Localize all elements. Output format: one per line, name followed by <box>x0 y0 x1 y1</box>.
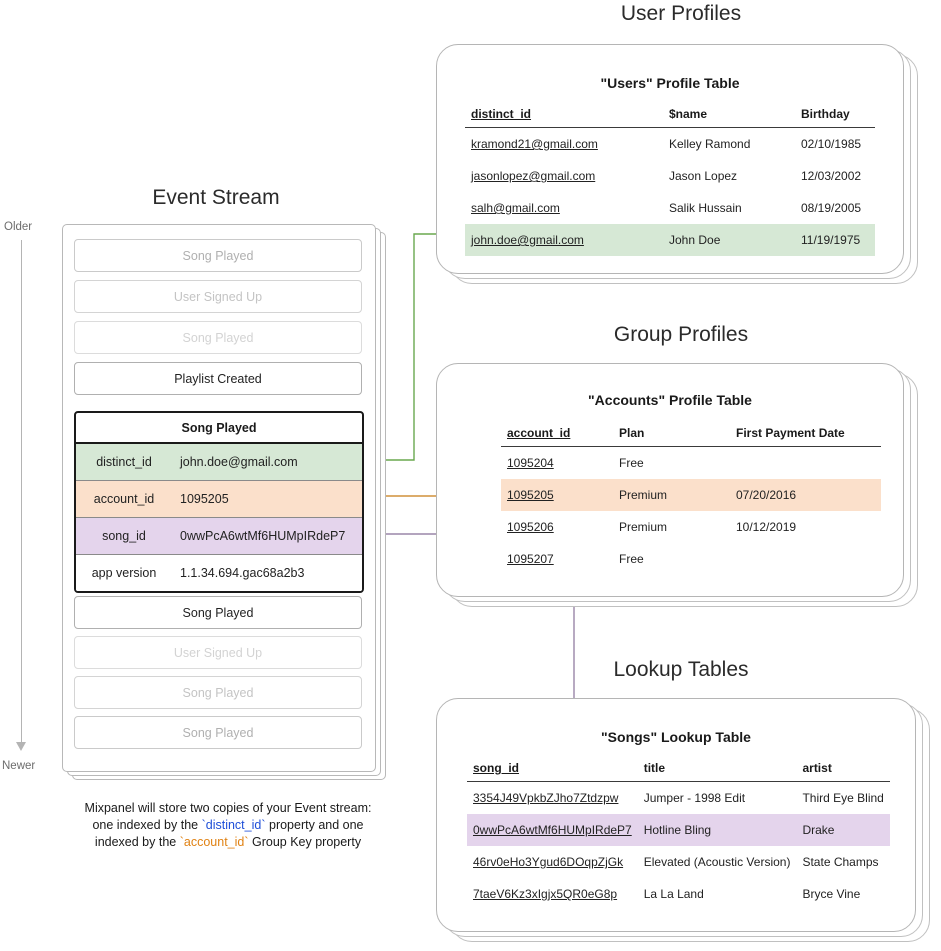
cell-account-id: 1095204 <box>507 456 554 470</box>
cell-account-id: 1095206 <box>507 520 554 534</box>
property-key: app version <box>91 566 157 580</box>
lookup-tables-section-title: Lookup Tables <box>613 658 749 681</box>
table-row[interactable] <box>467 878 890 910</box>
axis-label-newer: Newer <box>2 760 36 772</box>
property-value: 0wwPcA6wtMf6HUMpIRdeP7 <box>180 529 346 543</box>
table-row-highlighted[interactable] <box>465 224 875 256</box>
caption-line-2-post: property and one <box>265 818 364 832</box>
event-row[interactable]: Song Played <box>74 716 362 749</box>
lookup-tables-card-front <box>436 698 916 932</box>
event-row[interactable]: User Signed Up <box>74 636 362 669</box>
user-profiles-card-front <box>436 44 904 274</box>
user-profiles-section-title: User Profiles <box>620 2 742 25</box>
cell-artist: Drake <box>796 814 889 846</box>
column-header: song_id <box>467 757 638 782</box>
table-row[interactable] <box>501 543 881 575</box>
column-header: Birthday <box>795 103 875 128</box>
caption-line-2 <box>48 817 408 834</box>
property-value: john.doe@gmail.com <box>180 455 298 469</box>
cell-birthday: 11/19/1975 <box>795 224 875 256</box>
group-profiles-table-title: "Accounts" Profile Table <box>588 392 752 408</box>
property-value: 1095205 <box>180 492 229 506</box>
event-property-row-account-id[interactable] <box>76 481 362 518</box>
column-header: artist <box>796 757 889 782</box>
caption-line-3-pre: indexed by the <box>94 835 180 849</box>
caption-line-1: Mixpanel will store two copies of your Event stream: <box>84 801 372 815</box>
cell-birthday: 08/19/2005 <box>801 201 862 215</box>
cell-birthday: 12/03/2002 <box>801 169 862 183</box>
cell-first-payment-date: 07/20/2016 <box>730 479 881 511</box>
cell-distinct-id: jasonlopez@gmail.com <box>471 169 596 183</box>
table-row[interactable] <box>467 846 890 878</box>
cell-name: Kelley Ramond <box>669 137 751 151</box>
user-profiles-card <box>436 44 926 289</box>
event-property-row-song-id[interactable] <box>76 518 362 555</box>
table-row[interactable] <box>467 782 890 815</box>
event-row[interactable]: Song Played <box>74 239 362 272</box>
event-stream-caption <box>48 800 408 851</box>
lookup-table-title: "Songs" Lookup Table <box>601 729 751 745</box>
table-header-row <box>501 422 881 447</box>
cell-account-id: 1095205 <box>501 479 613 511</box>
cell-name: John Doe <box>663 224 795 256</box>
column-header: $name <box>663 103 795 128</box>
column-header: title <box>638 757 797 782</box>
event-stream-title: Event Stream <box>152 186 280 209</box>
users-profile-table <box>465 103 875 256</box>
cell-distinct-id: john.doe@gmail.com <box>465 224 663 256</box>
cell-account-id: 1095207 <box>507 552 554 566</box>
cell-distinct-id: salh@gmail.com <box>471 201 560 215</box>
cell-artist: Bryce Vine <box>802 887 861 901</box>
cell-plan: Free <box>619 552 644 566</box>
property-key: song_id <box>102 529 146 543</box>
column-header: Plan <box>613 422 730 447</box>
table-row-highlighted[interactable] <box>501 479 881 511</box>
cell-artist: State Champs <box>802 855 879 869</box>
table-row-highlighted[interactable] <box>467 814 890 846</box>
cell-first-payment-date <box>730 447 881 480</box>
event-property-row-app-version[interactable] <box>76 555 362 591</box>
cell-distinct-id: kramond21@gmail.com <box>471 137 598 151</box>
table-header-row <box>467 757 890 782</box>
cell-song-id: 0wwPcA6wtMf6HUMpIRdeP7 <box>467 814 638 846</box>
column-header: First Payment Date <box>730 422 881 447</box>
cell-plan: Premium <box>613 479 730 511</box>
axis-label-older: Older <box>4 221 33 233</box>
cell-name: Jason Lopez <box>669 169 738 183</box>
lookup-tables-card <box>436 698 932 948</box>
cell-title: Elevated (Acoustic Version) <box>643 855 791 869</box>
event-stream-card <box>62 224 386 780</box>
group-profiles-card-front <box>436 363 904 597</box>
event-property-row-distinct-id[interactable] <box>76 444 362 481</box>
caption-code-distinct-id: `distinct_id` <box>201 818 266 832</box>
cell-first-payment-date: 10/12/2019 <box>736 520 797 534</box>
property-key: distinct_id <box>96 455 152 469</box>
caption-code-account-id: `account_id` <box>179 835 249 849</box>
caption-line-3-post: Group Key property <box>248 835 362 849</box>
cell-song-id: 46rv0eHo3Ygud6DOqpZjGk <box>473 855 624 869</box>
time-axis-line <box>21 240 22 745</box>
event-stream-card-front <box>62 224 376 772</box>
column-header: distinct_id <box>465 103 663 128</box>
event-row[interactable]: Playlist Created <box>74 362 362 395</box>
event-row[interactable]: Song Played <box>74 321 362 354</box>
cell-artist: Third Eye Blind <box>802 791 884 805</box>
user-profiles-table-title: "Users" Profile Table <box>600 75 740 91</box>
event-row[interactable]: Song Played <box>74 596 362 629</box>
cell-name: Salik Hussain <box>669 201 742 215</box>
expanded-event-name: Song Played <box>76 413 362 444</box>
group-profiles-card <box>436 363 926 613</box>
property-key: account_id <box>93 492 155 506</box>
column-header: account_id <box>501 422 613 447</box>
group-profiles-section-title: Group Profiles <box>613 323 749 346</box>
table-row[interactable] <box>465 128 875 161</box>
event-row[interactable]: Song Played <box>74 676 362 709</box>
caption-line-3 <box>48 834 408 851</box>
accounts-profile-table <box>501 422 881 575</box>
event-row[interactable]: User Signed Up <box>74 280 362 313</box>
property-value: 1.1.34.694.gac68a2b3 <box>180 566 305 580</box>
time-axis-arrow <box>16 742 26 751</box>
songs-lookup-table <box>467 757 890 910</box>
table-row[interactable] <box>465 192 875 224</box>
cell-birthday: 02/10/1985 <box>801 137 862 151</box>
table-header-row <box>465 103 875 128</box>
cell-title: La La Land <box>643 887 704 901</box>
cell-plan: Premium <box>619 520 668 534</box>
table-row[interactable] <box>465 160 875 192</box>
caption-line-2-pre: one indexed by the <box>92 818 202 832</box>
cell-title: Jumper - 1998 Edit <box>643 791 746 805</box>
cell-song-id: 7taeV6Kz3xIgjx5QR0eG8p <box>473 887 618 901</box>
cell-title: Hotline Bling <box>638 814 797 846</box>
table-row[interactable] <box>501 511 881 543</box>
cell-plan: Free <box>619 456 644 470</box>
expanded-event-card[interactable] <box>74 411 364 593</box>
table-row[interactable] <box>501 447 881 480</box>
cell-song-id: 3354J49VpkbZJho7Ztdzpw <box>473 791 619 805</box>
cell-first-payment-date <box>730 543 881 575</box>
